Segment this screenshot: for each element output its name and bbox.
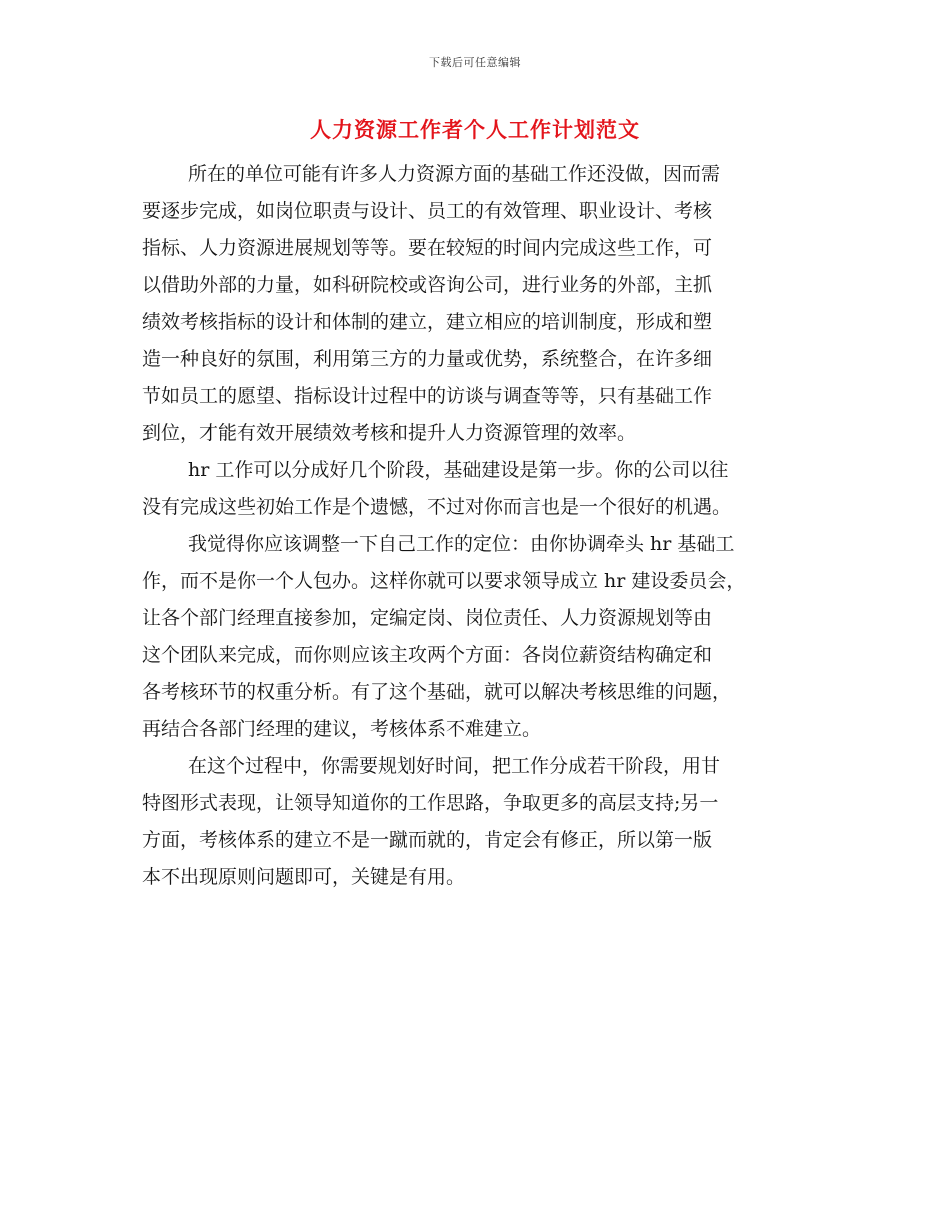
paragraph-4-line-3: 方面，考核体系的建立不是一蹴而就的，肯定会有修正，所以第一版	[142, 829, 713, 851]
paragraph-4-line-4: 本不出现原则问题即可，关键是有用。	[142, 866, 466, 888]
paragraph-2-line-1: hr 工作可以分成好几个阶段，基础建设是第一步。你的公司以往	[188, 459, 729, 481]
paragraph-1-line-2: 要逐步完成，如岗位职责与设计、员工的有效管理、职业设计、考核	[142, 200, 713, 222]
paragraph-4-line-2: 特图形式表现，让领导知道你的工作思路，争取更多的高层支持;另一	[142, 792, 719, 814]
paragraph-3-line-1: 我觉得你应该调整一下自己工作的定位：由你协调牵头 hr 基础工	[188, 533, 735, 555]
paragraph-1-line-8: 到位，才能有效开展绩效考核和提升人力资源管理的效率。	[142, 422, 637, 444]
paragraph-3-line-4: 这个团队来完成，而你则应该主攻两个方面：各岗位薪资结构确定和	[142, 644, 713, 666]
paragraph-3-line-2: 作，而不是你一个人包办。这样你就可以要求领导成立 hr 建设委员会，	[142, 570, 746, 592]
paragraph-2-line-2: 没有完成这些初始工作是个遗憾，不过对你而言也是一个很好的机遇。	[142, 496, 732, 518]
paragraph-1-line-4: 以借助外部的力量，如科研院校或咨询公司，进行业务的外部，主抓	[142, 274, 713, 296]
paragraph-4-line-1: 在这个过程中，你需要规划好时间，把工作分成若干阶段，用甘	[188, 755, 721, 777]
document-title: 人力资源工作者个人工作计划范文	[310, 117, 640, 142]
paragraph-1-line-1: 所在的单位可能有许多人力资源方面的基础工作还没做，因而需	[188, 163, 721, 185]
paragraph-3-line-6: 再结合各部门经理的建议，考核体系不难建立。	[142, 718, 542, 740]
paragraph-1-line-7: 节如员工的愿望、指标设计过程中的访谈与调查等等，只有基础工作	[142, 385, 713, 407]
paragraph-1-line-5: 绩效考核指标的设计和体制的建立，建立相应的培训制度，形成和塑	[142, 311, 713, 333]
paragraph-3-line-3: 让各个部门经理直接参加，定编定岗、岗位责任、人力资源规划等由	[142, 607, 713, 629]
paragraph-1-line-3: 指标、人力资源进展规划等等。要在较短的时间内完成这些工作，可	[142, 237, 713, 259]
header-note: 下载后可任意编辑	[429, 56, 521, 69]
paragraph-3-line-5: 各考核环节的权重分析。有了这个基础，就可以解决考核思维的问题，	[142, 681, 732, 703]
paragraph-1-line-6: 造一种良好的氛围，利用第三方的力量或优势，系统整合，在许多细	[142, 348, 713, 370]
